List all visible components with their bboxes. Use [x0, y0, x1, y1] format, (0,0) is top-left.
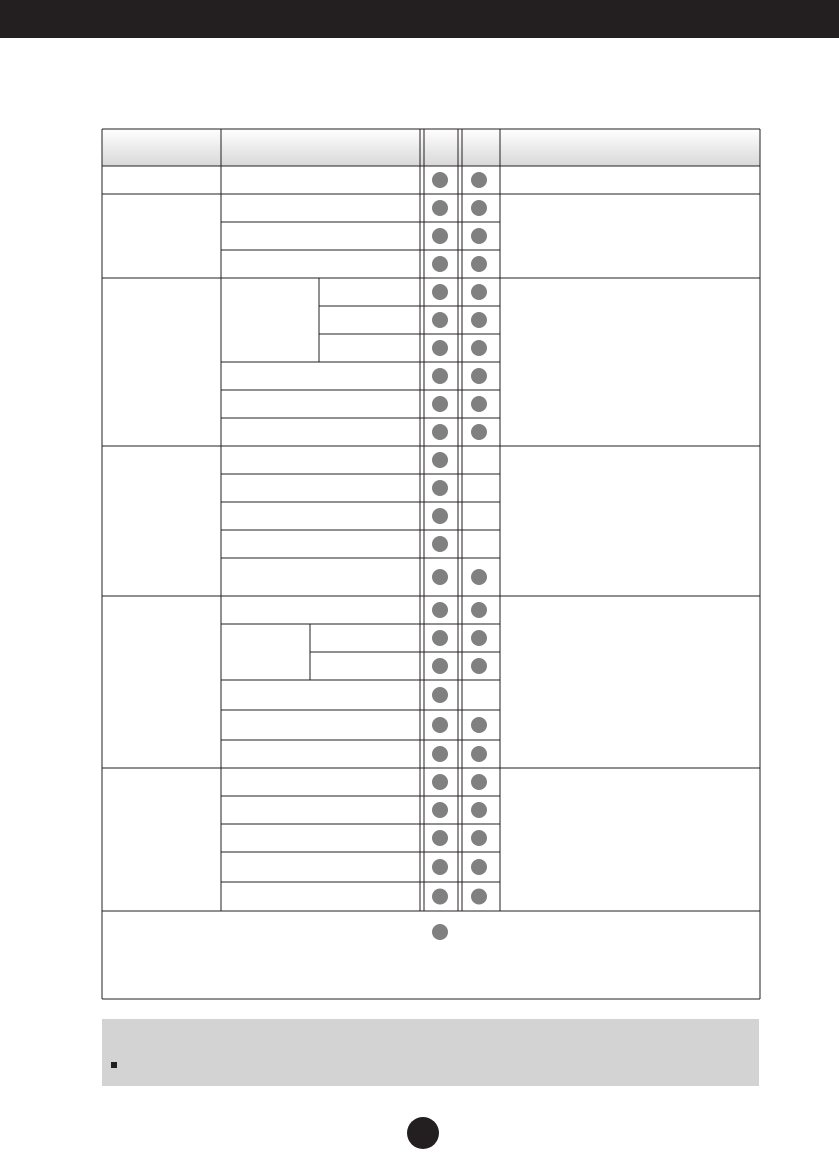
availability-dot-icon: [432, 172, 448, 188]
availability-dot-icon: [432, 687, 448, 703]
availability-dot-icon: [432, 200, 448, 216]
availability-dot-icon: [432, 746, 448, 762]
availability-dot-icon: [471, 774, 487, 790]
availability-dot-icon: [471, 746, 487, 762]
availability-dot-icon: [471, 602, 487, 618]
availability-dot-icon: [432, 802, 448, 818]
availability-dot-icon: [432, 602, 448, 618]
availability-dot-icon: [432, 774, 448, 790]
availability-dot-icon: [471, 424, 487, 440]
availability-dot-icon: [471, 396, 487, 412]
availability-dot-icon: [432, 508, 448, 524]
availability-dot-icon: [471, 859, 487, 875]
availability-dot-icon: [432, 368, 448, 384]
availability-dot-icon: [432, 859, 448, 875]
availability-dot-icon: [471, 284, 487, 300]
availability-dot-icon: [432, 452, 448, 468]
table-header-background: [102, 129, 760, 166]
availability-dot-icon: [432, 340, 448, 356]
availability-dot-icon: [471, 889, 487, 905]
availability-dot-icon: [432, 480, 448, 496]
availability-dot-icon: [432, 228, 448, 244]
availability-dot-icon: [471, 630, 487, 646]
availability-dot-icon: [471, 658, 487, 674]
availability-dot-icon: [432, 630, 448, 646]
page-number: [407, 1117, 439, 1149]
availability-dot-icon: [432, 424, 448, 440]
availability-dot-icon: [432, 536, 448, 552]
availability-dot-icon: [432, 658, 448, 674]
availability-dot-icon: [471, 200, 487, 216]
availability-dot-icon: [432, 830, 448, 846]
availability-dot-icon: [432, 396, 448, 412]
availability-dot-icon: [471, 228, 487, 244]
availability-dot-icon: [432, 889, 448, 905]
availability-dot-icon: [471, 569, 487, 585]
availability-dot-icon: [471, 802, 487, 818]
availability-dot-icon: [471, 340, 487, 356]
availability-dot-icon: [432, 717, 448, 733]
availability-dot-icon: [432, 312, 448, 328]
availability-dot-icon: [432, 284, 448, 300]
bullet-square-icon: [111, 1062, 117, 1068]
availability-dot-icon: [471, 717, 487, 733]
note-box: [102, 1019, 759, 1086]
availability-dot-icon: [471, 256, 487, 272]
availability-dot-icon: [471, 172, 487, 188]
availability-dot-icon: [432, 569, 448, 585]
availability-dot-icon: [471, 368, 487, 384]
availability-dot-icon: [432, 256, 448, 272]
availability-dot-icon: [432, 924, 448, 940]
availability-dot-icon: [471, 312, 487, 328]
availability-dot-icon: [471, 830, 487, 846]
